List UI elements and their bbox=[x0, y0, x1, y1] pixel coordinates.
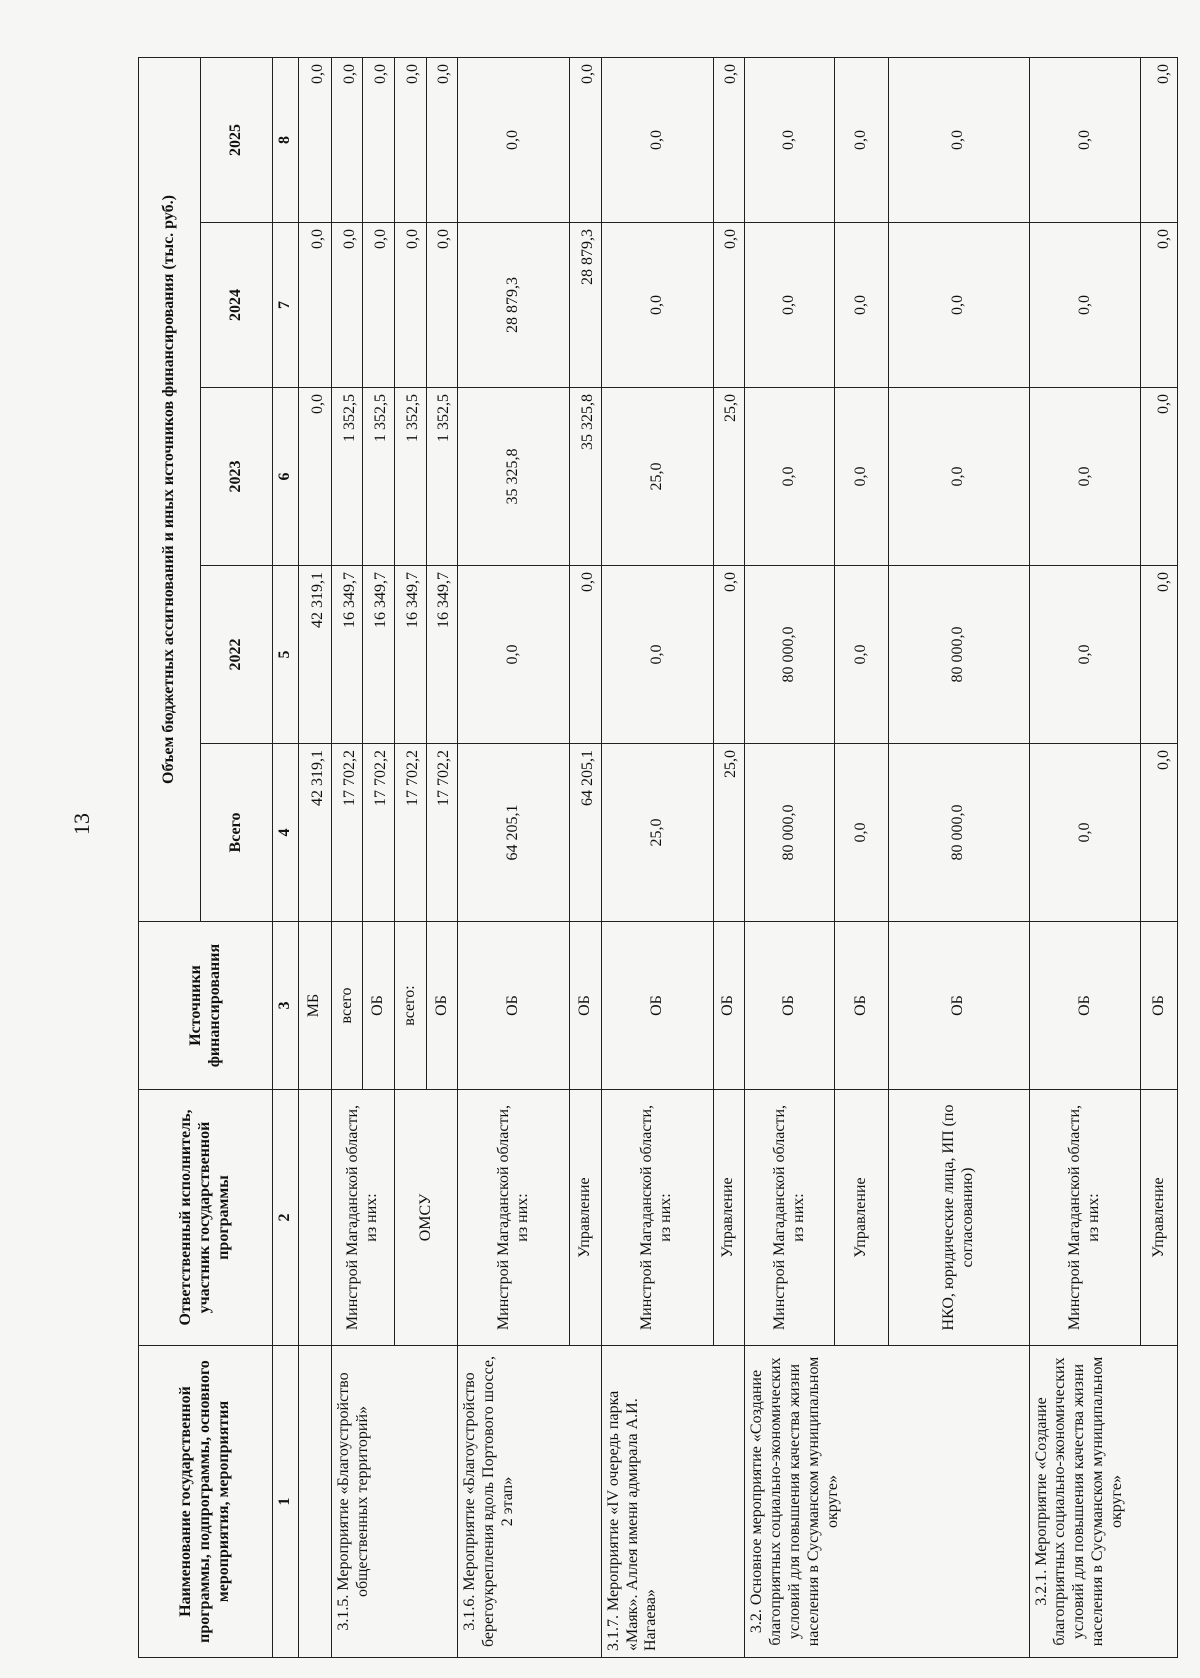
y2025-cell: 0,0 bbox=[331, 57, 363, 222]
source-cell: ОБ bbox=[888, 922, 1029, 1090]
header-funding-source: Источники финансирования bbox=[139, 922, 273, 1090]
page-number: 13 bbox=[69, 813, 94, 835]
rotated-table-area bbox=[138, 58, 1178, 1658]
program-name-cell bbox=[299, 1346, 332, 1658]
source-cell: ОБ bbox=[713, 922, 745, 1090]
y2025-cell: 0,0 bbox=[299, 57, 332, 222]
total-cell: 25,0 bbox=[713, 744, 745, 922]
y2022-cell: 0,0 bbox=[835, 566, 888, 744]
y2025-cell: 0,0 bbox=[835, 57, 888, 222]
total-cell: 17 702,2 bbox=[331, 744, 363, 922]
y2024-cell: 0,0 bbox=[363, 223, 395, 388]
header-total: Всего bbox=[201, 744, 273, 922]
column-number: 3 bbox=[273, 922, 299, 1090]
y2024-cell: 0,0 bbox=[299, 223, 332, 388]
total-cell: 64 205,1 bbox=[458, 744, 570, 922]
y2025-cell: 0,0 bbox=[458, 57, 570, 222]
table-row bbox=[299, 57, 332, 1657]
y2023-cell: 35 325,8 bbox=[570, 388, 602, 566]
y2023-cell: 0,0 bbox=[1029, 388, 1141, 566]
source-cell: ОБ bbox=[1029, 922, 1141, 1090]
program-name-cell: 3.1.5. Мероприятие «Благоустройство общественных территорий» bbox=[331, 1346, 457, 1658]
header-year-2024: 2024 bbox=[201, 223, 273, 388]
y2024-cell: 0,0 bbox=[835, 223, 888, 388]
column-number: 6 bbox=[273, 388, 299, 566]
y2024-cell: 0,0 bbox=[745, 223, 835, 388]
y2023-cell: 0,0 bbox=[835, 388, 888, 566]
y2022-cell: 80 000,0 bbox=[888, 566, 1029, 744]
y2022-cell: 16 349,7 bbox=[363, 566, 395, 744]
y2023-cell: 0,0 bbox=[888, 388, 1029, 566]
program-name-cell: 3.1.7. Мероприятие «IV очередь парка «Маяк». Аллея имени адмирала А.И. Нагаева» bbox=[601, 1346, 744, 1658]
y2025-cell: 0,0 bbox=[570, 57, 602, 222]
y2024-cell: 0,0 bbox=[1029, 223, 1141, 388]
y2025-cell: 0,0 bbox=[601, 57, 713, 222]
header-year-2023: 2023 bbox=[201, 388, 273, 566]
executor-cell: Управление bbox=[835, 1090, 888, 1346]
source-cell: ОБ bbox=[363, 922, 395, 1090]
total-cell: 80 000,0 bbox=[745, 744, 835, 922]
y2022-cell: 0,0 bbox=[1141, 566, 1178, 744]
y2023-cell: 0,0 bbox=[745, 388, 835, 566]
y2022-cell: 0,0 bbox=[1029, 566, 1141, 744]
executor-cell: Управление bbox=[570, 1090, 602, 1346]
source-cell: ОБ bbox=[601, 922, 713, 1090]
source-cell: ОБ bbox=[458, 922, 570, 1090]
header-funding-volume: Объем бюджетных ассигнований и иных источников финансирования (тыс. руб.) bbox=[139, 57, 201, 921]
total-cell: 17 702,2 bbox=[426, 744, 458, 922]
table-row bbox=[331, 57, 363, 1657]
source-cell: ОБ bbox=[745, 922, 835, 1090]
source-cell: ОБ bbox=[835, 922, 888, 1090]
y2022-cell: 0,0 bbox=[570, 566, 602, 744]
y2024-cell: 28 879,3 bbox=[570, 223, 602, 388]
table-row bbox=[601, 57, 713, 1657]
total-cell: 64 205,1 bbox=[570, 744, 602, 922]
y2024-cell: 28 879,3 bbox=[458, 223, 570, 388]
y2023-cell: 1 352,5 bbox=[363, 388, 395, 566]
source-cell: ОБ bbox=[1141, 922, 1178, 1090]
total-cell: 0,0 bbox=[835, 744, 888, 922]
y2024-cell: 0,0 bbox=[426, 223, 458, 388]
y2025-cell: 0,0 bbox=[1141, 57, 1178, 222]
header-year-2025: 2025 bbox=[201, 57, 273, 222]
header-program-name: Наименование государственной программы, подпрограммы, основного мероприятия, мероприятия bbox=[139, 1346, 273, 1658]
y2024-cell: 0,0 bbox=[395, 223, 427, 388]
y2024-cell: 0,0 bbox=[888, 223, 1029, 388]
executor-cell: ОМСУ bbox=[395, 1090, 458, 1346]
y2025-cell: 0,0 bbox=[363, 57, 395, 222]
executor-cell: НКО, юридические лица, ИП (по согласованию) bbox=[888, 1090, 1029, 1346]
executor-cell: Минстрой Магаданской области, из них: bbox=[331, 1090, 394, 1346]
header-year-2022: 2022 bbox=[201, 566, 273, 744]
executor-cell: Управление bbox=[713, 1090, 745, 1346]
program-name-cell: 3.1.6. Мероприятие «Благоустройство берегоукрепления вдоль Портового шоссе, 2 этап» bbox=[458, 1346, 601, 1658]
total-cell: 17 702,2 bbox=[363, 744, 395, 922]
total-cell: 0,0 bbox=[1029, 744, 1141, 922]
y2024-cell: 0,0 bbox=[1141, 223, 1178, 388]
y2024-cell: 0,0 bbox=[331, 223, 363, 388]
table-row bbox=[745, 57, 835, 1657]
y2025-cell: 0,0 bbox=[745, 57, 835, 222]
column-number: 7 bbox=[273, 223, 299, 388]
y2025-cell: 0,0 bbox=[888, 57, 1029, 222]
executor-cell bbox=[299, 1090, 332, 1346]
y2022-cell: 16 349,7 bbox=[395, 566, 427, 744]
source-cell: всего: bbox=[395, 922, 427, 1090]
y2025-cell: 0,0 bbox=[1029, 57, 1141, 222]
y2024-cell: 0,0 bbox=[601, 223, 713, 388]
y2022-cell: 80 000,0 bbox=[745, 566, 835, 744]
column-number: 8 bbox=[273, 57, 299, 222]
executor-cell: Минстрой Магаданской области, из них: bbox=[1029, 1090, 1141, 1346]
executor-cell: Минстрой Магаданской области, из них: bbox=[458, 1090, 570, 1346]
source-cell: ОБ bbox=[570, 922, 602, 1090]
y2023-cell: 1 352,5 bbox=[426, 388, 458, 566]
y2023-cell: 0,0 bbox=[1141, 388, 1178, 566]
total-cell: 0,0 bbox=[1141, 744, 1178, 922]
program-name-cell: 3.2. Основное мероприятие «Создание благоприятных социально-экономических условий для повышения качества жизни населения в Сусуманском муниципальном округе» bbox=[745, 1346, 1029, 1658]
funding-table bbox=[138, 57, 1178, 1658]
total-cell: 17 702,2 bbox=[395, 744, 427, 922]
source-cell: МБ bbox=[299, 922, 332, 1090]
y2022-cell: 0,0 bbox=[713, 566, 745, 744]
y2023-cell: 0,0 bbox=[299, 388, 332, 566]
y2023-cell: 35 325,8 bbox=[458, 388, 570, 566]
y2023-cell: 1 352,5 bbox=[395, 388, 427, 566]
total-cell: 25,0 bbox=[601, 744, 713, 922]
source-cell: всего bbox=[331, 922, 363, 1090]
y2024-cell: 0,0 bbox=[713, 223, 745, 388]
executor-cell: Управление bbox=[1141, 1090, 1178, 1346]
y2022-cell: 16 349,7 bbox=[426, 566, 458, 744]
column-number-row bbox=[273, 57, 299, 1657]
y2025-cell: 0,0 bbox=[426, 57, 458, 222]
header-executor: Ответственный исполнитель, участник государственной программы bbox=[139, 1090, 273, 1346]
y2022-cell: 0,0 bbox=[458, 566, 570, 744]
program-name-cell: 3.2.1. Мероприятие «Создание благоприятных социально-экономических условий для повышения качества жизни населения в Сусуманском муниципальном округе» bbox=[1029, 1346, 1177, 1658]
y2025-cell: 0,0 bbox=[713, 57, 745, 222]
y2022-cell: 16 349,7 bbox=[331, 566, 363, 744]
funding-table-sheet bbox=[138, 58, 1178, 1658]
table-row bbox=[458, 57, 570, 1657]
total-cell: 80 000,0 bbox=[888, 744, 1029, 922]
column-number: 4 bbox=[273, 744, 299, 922]
table-row bbox=[1029, 57, 1141, 1657]
source-cell: ОБ bbox=[426, 922, 458, 1090]
column-number: 5 bbox=[273, 566, 299, 744]
column-number: 1 bbox=[273, 1346, 299, 1658]
column-number: 2 bbox=[273, 1090, 299, 1346]
y2023-cell: 25,0 bbox=[713, 388, 745, 566]
y2022-cell: 0,0 bbox=[601, 566, 713, 744]
y2022-cell: 42 319,1 bbox=[299, 566, 332, 744]
y2025-cell: 0,0 bbox=[395, 57, 427, 222]
y2023-cell: 1 352,5 bbox=[331, 388, 363, 566]
y2023-cell: 25,0 bbox=[601, 388, 713, 566]
executor-cell: Минстрой Магаданской области, из них: bbox=[601, 1090, 713, 1346]
total-cell: 42 319,1 bbox=[299, 744, 332, 922]
executor-cell: Минстрой Магаданской области, из них: bbox=[745, 1090, 835, 1346]
